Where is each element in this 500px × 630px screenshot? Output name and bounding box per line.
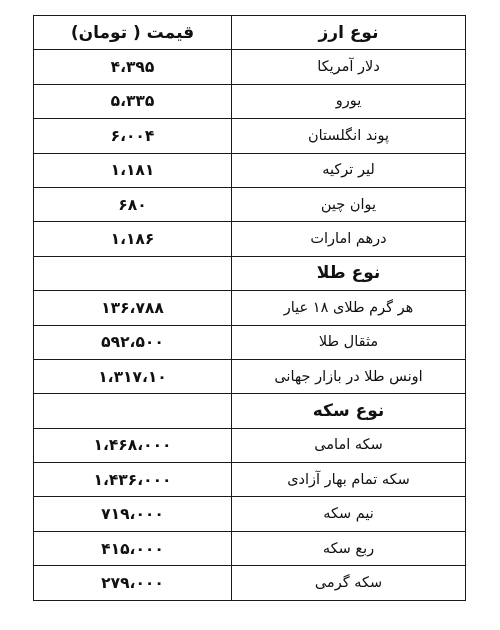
item-name: نیم سکه [232,497,466,531]
item-name: دلار آمریکا [232,50,466,84]
item-name: سکه گرمی [232,566,466,600]
item-price: ۱،۳۱۷،۱۰ [34,359,232,393]
table-row [34,531,466,565]
item-name: لیر ترکیه [232,153,466,187]
table-row [34,359,466,393]
item-price: ۷۱۹،۰۰۰ [34,497,232,531]
item-name: مثقال طلا [232,325,466,359]
table-row [34,463,466,497]
table-row [34,566,466,600]
gold-section-label: نوع طلا [232,256,466,290]
table-row [34,497,466,531]
empty-cell [34,256,232,290]
table-row [34,84,466,118]
table-row [34,187,466,221]
item-price: ۴،۳۹۵ [34,50,232,84]
item-name: ربع سکه [232,531,466,565]
item-price: ۶،۰۰۴ [34,119,232,153]
item-price: ۱،۴۳۶،۰۰۰ [34,463,232,497]
table-row [34,325,466,359]
coin-section-label: نوع سکه [232,394,466,428]
item-price: ۱،۱۸۱ [34,153,232,187]
item-price: ۱،۴۶۸،۰۰۰ [34,428,232,462]
section-header-row [34,256,466,290]
table-row [34,291,466,325]
empty-cell [34,394,232,428]
item-price: ۱،۱۸۶ [34,222,232,256]
item-price: ۵۹۲،۵۰۰ [34,325,232,359]
price-table [33,15,466,601]
item-name: یورو [232,84,466,118]
table-row [34,428,466,462]
table-row [34,119,466,153]
item-name: هر گرم طلای ۱۸ عیار [232,291,466,325]
item-price: ۶۸۰ [34,187,232,221]
item-name: سکه امامی [232,428,466,462]
item-name: یوان چین [232,187,466,221]
item-name: پوند انگلستان [232,119,466,153]
section-header-row [34,394,466,428]
item-name: اونس طلا در بازار جهانی [232,359,466,393]
item-price: ۵،۳۳۵ [34,84,232,118]
item-name: درهم امارات [232,222,466,256]
item-name: سکه تمام بهار آزادی [232,463,466,497]
price-header: قیمت ( تومان) [34,16,232,50]
header-row [34,16,466,50]
type-header: نوع ارز [232,16,466,50]
table-row [34,222,466,256]
table-row [34,153,466,187]
item-price: ۱۳۶،۷۸۸ [34,291,232,325]
item-price: ۴۱۵،۰۰۰ [34,531,232,565]
item-price: ۲۷۹،۰۰۰ [34,566,232,600]
table-row [34,50,466,84]
